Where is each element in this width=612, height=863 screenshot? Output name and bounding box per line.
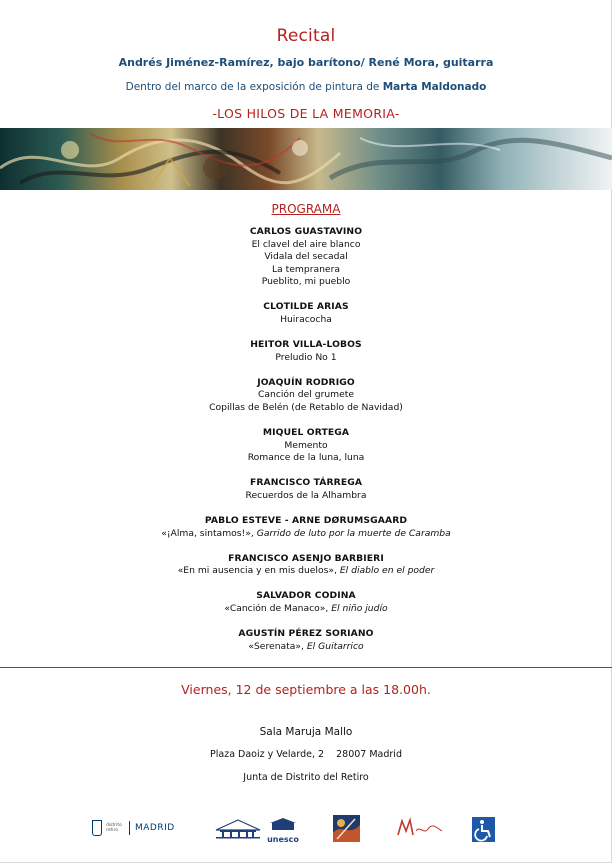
program-item <box>0 515 612 540</box>
aria-title: «Canción de Manaco», <box>224 603 332 615</box>
performers-line: Andrés Jiménez-Ramírez, bajo barítono/ René Mora, guitarra <box>118 56 494 69</box>
recital-title: Recital <box>276 26 336 46</box>
program-item <box>0 427 612 465</box>
work-title: Copillas de Belén (de Retablo de Navidad) <box>209 402 403 414</box>
composer-name: FRANCISCO ASENJO BARBIERI <box>228 552 384 564</box>
madrid-wordmark: MADRID <box>135 823 175 833</box>
composer-name: MIQUEL ORTEGA <box>262 427 350 439</box>
exhibition-title: -LOS HILOS DE LA MEMORIA- <box>212 106 400 121</box>
sponsor-logos <box>0 812 612 852</box>
composer-name: PABLO ESTEVE - ARNE DØRUMSGAARD <box>204 515 408 527</box>
work-title: La tempranera <box>272 263 340 275</box>
wheelchair-icon <box>472 817 495 842</box>
madrid-logo <box>92 818 175 838</box>
artist-signature <box>396 817 444 839</box>
program-item <box>0 477 612 502</box>
program-heading: PROGRAMA <box>271 202 341 216</box>
painting-banner-art <box>0 128 612 190</box>
program-list <box>0 226 612 666</box>
work-title: Pueblito, mi pueblo <box>261 276 351 288</box>
world-heritage-logo <box>212 816 264 840</box>
work-title: Vidala del secadal <box>264 251 348 263</box>
district-name: Junta de Distrito del Retiro <box>243 772 369 783</box>
program-item <box>0 377 612 415</box>
work-title: Preludio No 1 <box>275 351 337 363</box>
program-item <box>0 628 612 653</box>
context-prefix: Dentro del marco de la exposición de pintura de <box>125 81 383 93</box>
work-title <box>0 603 612 616</box>
logo-separator <box>129 821 130 835</box>
work-title: Huiracocha <box>280 314 332 326</box>
venue-name: Sala Maruja Mallo <box>259 726 353 738</box>
unesco-temple-icon <box>266 817 300 831</box>
work-title <box>0 528 612 541</box>
work-title: Recuerdos de la Alhambra <box>245 490 367 501</box>
opera-title: El diablo en el poder <box>339 565 435 577</box>
composer-name: AGUSTÍN PÉREZ SORIANO <box>238 628 374 640</box>
madrid-crest-icon <box>92 820 102 836</box>
painting-thumbnail <box>333 815 360 842</box>
event-date: Viernes, 12 de septiembre a las 18.00h. <box>181 682 431 697</box>
opera-title: El Guitarrico <box>306 640 364 652</box>
aria-title: «¡Alma, sintamos!», <box>161 527 257 539</box>
painting-banner <box>0 128 612 190</box>
composer-name: HEITOR VILLA-LOBOS <box>250 339 362 351</box>
unesco-logo <box>266 816 300 842</box>
opera-title: Garrido de luto por la muerte de Caramba <box>256 527 451 539</box>
composer-name: SALVADOR CODINA <box>256 590 356 602</box>
work-title: Canción del grumete <box>257 389 355 401</box>
program-item <box>0 339 612 364</box>
composer-name: CARLOS GUASTAVINO <box>249 226 363 237</box>
work-title <box>0 641 612 654</box>
exhibition-context <box>0 81 612 93</box>
aria-title: «En mi ausencia y en mis duelos», <box>177 565 340 577</box>
madrid-district-label: distrito retiro <box>106 823 122 833</box>
work-title: Memento <box>284 439 328 451</box>
work-title: El clavel del aire blanco <box>251 238 361 250</box>
work-title <box>0 565 612 578</box>
program-item <box>0 553 612 578</box>
composer-name: JOAQUÍN RODRIGO <box>257 376 355 388</box>
unesco-wordmark: unesco <box>267 835 299 844</box>
aria-title: «Serenata», <box>248 640 307 652</box>
composer-name: FRANCISCO TÁRREGA <box>249 477 363 489</box>
painter-name: Marta Maldonado <box>382 81 487 93</box>
program-item <box>0 301 612 326</box>
program-item <box>0 226 612 289</box>
program-item <box>0 590 612 615</box>
venue-address: Plaza Daoiz y Velarde, 2 28007 Madrid <box>210 749 402 760</box>
opera-title: El niño judío <box>331 603 388 615</box>
work-title: Romance de la luna, luna <box>247 452 365 464</box>
composer-name: CLOTILDE ARIAS <box>263 301 349 313</box>
section-divider <box>0 667 612 668</box>
